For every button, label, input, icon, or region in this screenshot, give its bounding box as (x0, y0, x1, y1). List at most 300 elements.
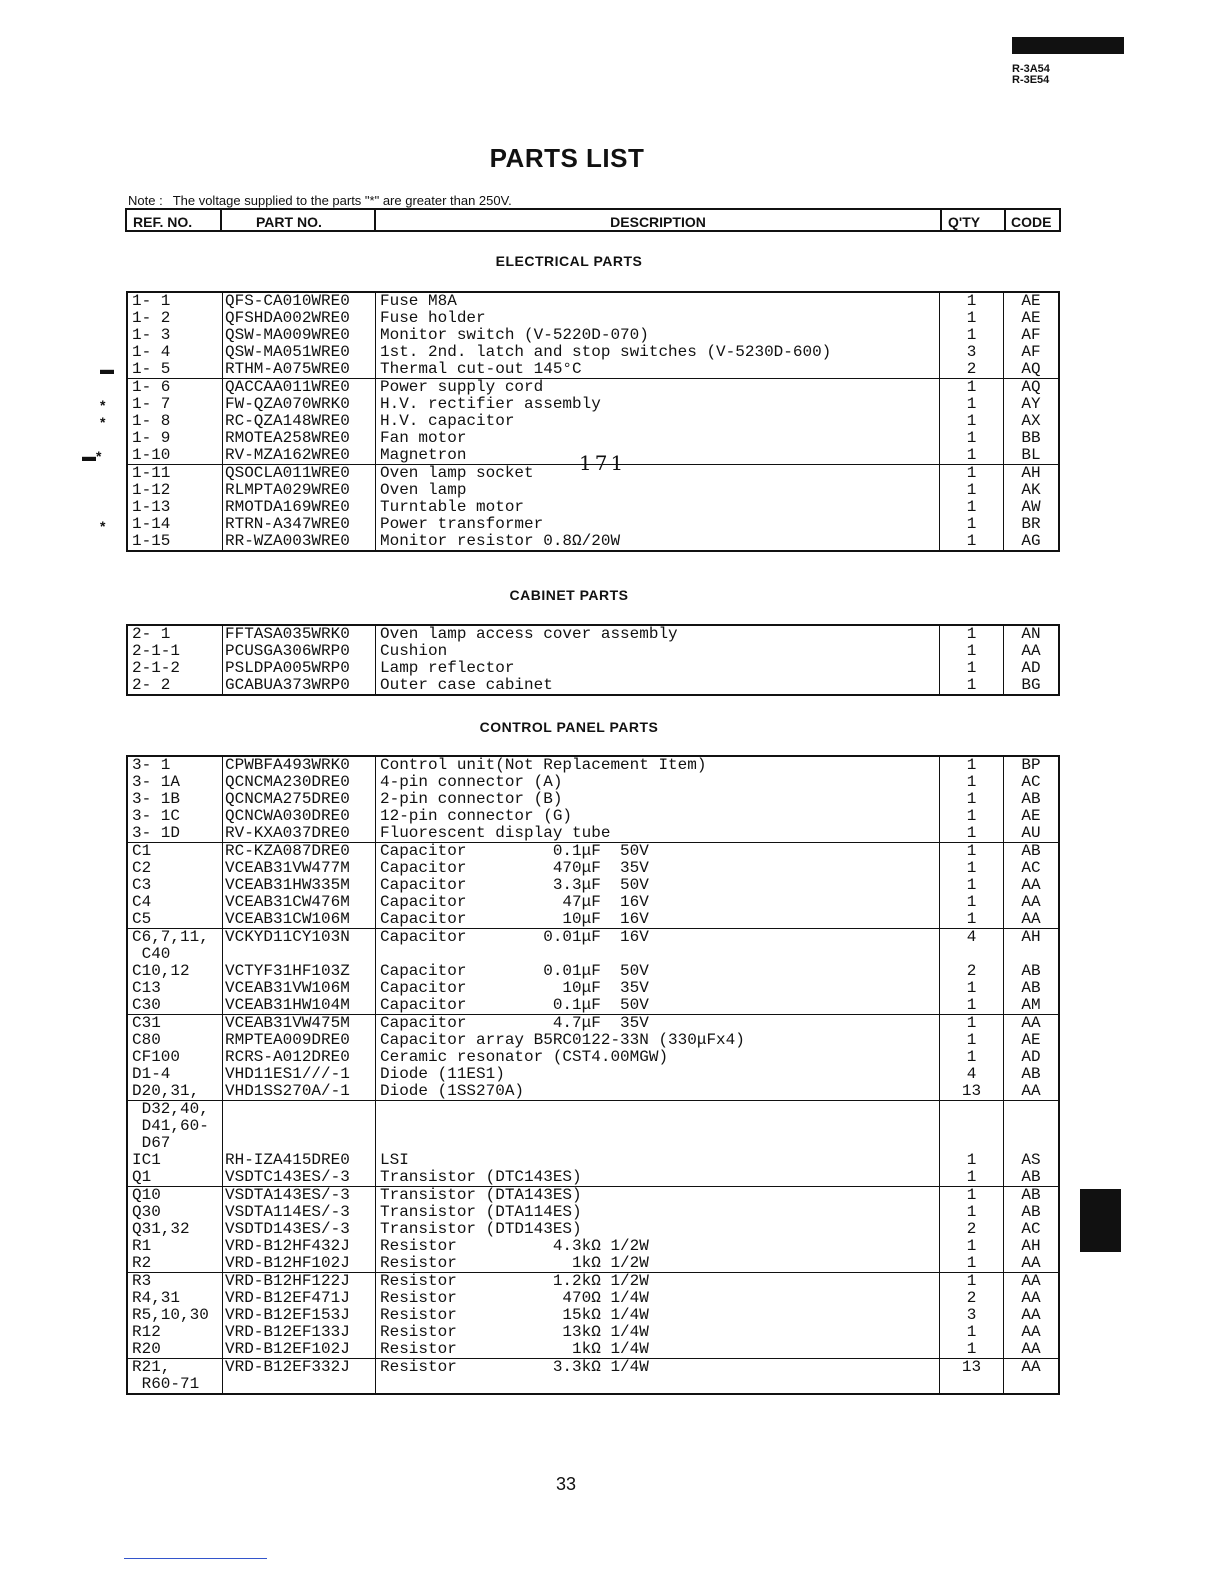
price-code-cell: BB (1021, 430, 1041, 447)
price-code-cell: AB (1021, 1187, 1041, 1204)
model-number: R-3E54 (1012, 74, 1050, 86)
table-row (128, 860, 1058, 877)
ref-cell: R21, (128, 1359, 223, 1376)
description-cell (376, 1135, 940, 1152)
table-row (128, 379, 1058, 396)
quantity-cell: 1 (940, 1204, 1004, 1221)
price-code-cell: AH (1021, 465, 1041, 482)
table-row (128, 1169, 1058, 1186)
table-row (128, 413, 1058, 430)
price-code-cell: BR (1021, 516, 1041, 533)
table-row (128, 1015, 1058, 1032)
table-row (128, 929, 1058, 946)
ref-cell: Q30 (128, 1204, 223, 1221)
part-number-cell: VSDTC143ES/-3 (223, 1169, 376, 1186)
quantity-cell: 1 (940, 791, 1004, 808)
description-cell: Control unit(Not Replacement Item) (376, 757, 940, 774)
table-row (128, 963, 1058, 980)
table-row (128, 1341, 1058, 1358)
price-code-cell: AA (1021, 1083, 1041, 1100)
high-voltage-marker: * (100, 518, 106, 534)
quantity-cell: 1 (940, 911, 1004, 928)
section-title-control-panel: CONTROL PANEL PARTS (479, 719, 659, 735)
quantity-cell: 1 (940, 980, 1004, 997)
ref-cell: 1- 5 (128, 361, 223, 378)
description-cell: Monitor resistor 0.8Ω/20W (376, 533, 940, 550)
page-number: 33 (555, 1474, 577, 1494)
description-cell: Cushion (376, 643, 940, 660)
part-number-cell: QCNCMA275DRE0 (223, 791, 376, 808)
row-group (128, 464, 1058, 550)
table-row (128, 808, 1058, 825)
description-cell: Fuse holder (376, 310, 940, 327)
description-cell: Oven lamp access cover assembly (376, 626, 940, 643)
part-number-cell: VRD-B12EF332J (223, 1359, 376, 1376)
high-voltage-marker: * (100, 397, 106, 413)
part-number-cell: VRD-B12EF133J (223, 1324, 376, 1341)
table-row (128, 1273, 1058, 1290)
quantity-cell: 1 (940, 293, 1004, 310)
row-group (128, 626, 1058, 694)
quantity-cell: 1 (940, 1238, 1004, 1255)
part-number-cell: GCABUA373WRP0 (223, 677, 376, 694)
ref-cell: R20 (128, 1341, 223, 1358)
description-cell: 2-pin connector (B) (376, 791, 940, 808)
part-number-cell: PCUSGA306WRP0 (223, 643, 376, 660)
ref-cell: 1-12 (128, 482, 223, 499)
ref-cell: 1-15 (128, 533, 223, 550)
part-number-cell: VSDTD143ES/-3 (223, 1221, 376, 1238)
ref-cell: R12 (128, 1324, 223, 1341)
part-number-cell: VRD-B12HF102J (223, 1255, 376, 1272)
price-code-cell: AA (1021, 1324, 1041, 1341)
price-code-cell: AE (1021, 1032, 1041, 1049)
description-cell: 12-pin connector (G) (376, 808, 940, 825)
quantity-cell: 4 (940, 1066, 1004, 1083)
price-code-cell: AA (1021, 911, 1041, 928)
ref-cell: D20,31, (128, 1083, 223, 1100)
description-cell: Capacitor 0.01μF 16V (376, 929, 940, 946)
description-cell: Thermal cut-out 145°C (376, 361, 940, 378)
price-code-cell: AB (1021, 963, 1041, 980)
description-cell: Capacitor 0.1μF 50V (376, 843, 940, 860)
quantity-cell: 1 (940, 774, 1004, 791)
description-cell (376, 946, 940, 963)
voltage-note (128, 193, 522, 208)
ref-cell: R2 (128, 1255, 223, 1272)
part-number-cell: VCTYF31HF103Z (223, 963, 376, 980)
quantity-cell: 1 (940, 327, 1004, 344)
row-group (128, 1186, 1058, 1272)
table-row (128, 1066, 1058, 1083)
table-row (128, 516, 1058, 533)
description-cell: Transistor (DTC143ES) (376, 1169, 940, 1186)
table-row (128, 643, 1058, 660)
ref-cell: 1-10 (128, 447, 223, 464)
ref-cell: C10,12 (128, 963, 223, 980)
description-cell: Outer case cabinet (376, 677, 940, 694)
ref-cell: CF100 (128, 1049, 223, 1066)
price-code-cell: AC (1021, 1221, 1041, 1238)
model-numbers (1012, 64, 1050, 86)
quantity-cell: 1 (940, 643, 1004, 660)
table-row (128, 430, 1058, 447)
description-cell: Oven lamp socket (376, 465, 940, 482)
price-code-cell: AA (1021, 643, 1041, 660)
ref-cell: C4 (128, 894, 223, 911)
part-number-cell: RH-IZA415DRE0 (223, 1152, 376, 1169)
table-row (128, 911, 1058, 928)
price-code-cell: AQ (1021, 379, 1041, 396)
table-row (128, 396, 1058, 413)
description-cell: Capacitor 47μF 16V (376, 894, 940, 911)
price-code-cell: AX (1021, 413, 1041, 430)
price-code-cell (1004, 1376, 1058, 1393)
part-number-cell: RLMPTA029WRE0 (223, 482, 376, 499)
price-code-cell: AY (1021, 396, 1041, 413)
table-row (128, 1324, 1058, 1341)
row-group (128, 842, 1058, 928)
quantity-cell: 1 (940, 1187, 1004, 1204)
price-code-cell: AS (1021, 1152, 1041, 1169)
table-row (128, 626, 1058, 643)
part-number-cell: VCEAB31VW477M (223, 860, 376, 877)
table-row (128, 660, 1058, 677)
table-row (128, 482, 1058, 499)
ref-cell: C5 (128, 911, 223, 928)
part-number-cell: FW-QZA070WRK0 (223, 396, 376, 413)
ref-cell: C31 (128, 1015, 223, 1032)
quantity-cell: 1 (940, 997, 1004, 1014)
description-cell: Capacitor 470μF 35V (376, 860, 940, 877)
quantity-cell: 2 (940, 963, 1004, 980)
part-number-cell: VRD-B12EF102J (223, 1341, 376, 1358)
ref-cell: Q1 (128, 1169, 223, 1186)
description-cell: Resistor 3.3kΩ 1/4W (376, 1359, 940, 1376)
part-number-cell: QCNCWA030DRE0 (223, 808, 376, 825)
part-number-cell: RV-KXA037DRE0 (223, 825, 376, 842)
table-row (128, 327, 1058, 344)
description-cell: H.V. capacitor (376, 413, 940, 430)
description-cell: Capacitor 3.3μF 50V (376, 877, 940, 894)
quantity-cell: 1 (940, 843, 1004, 860)
ref-cell: 1-14 (128, 516, 223, 533)
table-row (128, 1307, 1058, 1324)
part-number-cell: RMPTEA009DRE0 (223, 1032, 376, 1049)
electrical-parts-table (126, 291, 1060, 552)
price-code-cell: AU (1021, 825, 1041, 842)
description-cell: Resistor 470Ω 1/4W (376, 1290, 940, 1307)
price-code-cell: AB (1021, 1169, 1041, 1186)
description-cell: H.V. rectifier assembly (376, 396, 940, 413)
price-code-cell: AB (1021, 791, 1041, 808)
price-code-cell: AA (1021, 894, 1041, 911)
ref-cell: 1- 9 (128, 430, 223, 447)
price-code-cell: AG (1021, 533, 1041, 550)
quantity-cell: 1 (940, 1324, 1004, 1341)
ref-cell: 1- 7 (128, 396, 223, 413)
description-cell: Capacitor 0.1μF 50V (376, 997, 940, 1014)
table-row (128, 1049, 1058, 1066)
price-code-cell: AA (1021, 1290, 1041, 1307)
high-voltage-marker: ▬ (100, 361, 114, 377)
row-group (128, 928, 1058, 1014)
part-number-cell: VRD-B12EF153J (223, 1307, 376, 1324)
description-cell: Transistor (DTA143ES) (376, 1187, 940, 1204)
price-code-cell: AQ (1021, 361, 1041, 378)
part-number-cell: QSOCLA011WRE0 (223, 465, 376, 482)
part-number-cell: RCRS-A012DRE0 (223, 1049, 376, 1066)
quantity-cell: 1 (940, 1255, 1004, 1272)
part-number-cell: VSDTA114ES/-3 (223, 1204, 376, 1221)
ref-cell: C6,7,11, (128, 929, 223, 946)
part-number-cell: QCNCMA230DRE0 (223, 774, 376, 791)
quantity-cell: 1 (940, 516, 1004, 533)
part-number-cell (223, 1101, 376, 1118)
quantity-cell (940, 1376, 1004, 1393)
description-cell: Magnetron (376, 447, 940, 464)
price-code-cell (1004, 1118, 1058, 1135)
part-number-cell: RC-KZA087DRE0 (223, 843, 376, 860)
description-cell: Resistor 4.3kΩ 1/2W (376, 1238, 940, 1255)
quantity-cell: 1 (940, 894, 1004, 911)
part-number-cell: QACCAA011WRE0 (223, 379, 376, 396)
column-header-qty: Q'TY (940, 208, 1006, 232)
ref-cell: C30 (128, 997, 223, 1014)
column-header-description: DESCRIPTION (374, 208, 942, 232)
description-cell: Turntable motor (376, 499, 940, 516)
table-row (128, 1032, 1058, 1049)
price-code-cell: AH (1021, 1238, 1041, 1255)
description-cell: 4-pin connector (A) (376, 774, 940, 791)
price-code-cell: AA (1021, 1273, 1041, 1290)
row-group (128, 1014, 1058, 1100)
part-number-cell: VHD11ES1///-1 (223, 1066, 376, 1083)
quantity-cell: 1 (940, 808, 1004, 825)
description-cell: Resistor 1kΩ 1/2W (376, 1255, 940, 1272)
quantity-cell: 1 (940, 1152, 1004, 1169)
table-row (128, 791, 1058, 808)
table-row (128, 293, 1058, 310)
ref-cell: 1-11 (128, 465, 223, 482)
description-cell: Transistor (DTA114ES) (376, 1204, 940, 1221)
part-number-cell (223, 1118, 376, 1135)
row-group (128, 757, 1058, 842)
footer-link-line (124, 1558, 267, 1559)
ref-cell: D1-4 (128, 1066, 223, 1083)
table-row (128, 1083, 1058, 1100)
table-row (128, 757, 1058, 774)
description-cell: Capacitor 0.01μF 50V (376, 963, 940, 980)
page-title: PARTS LIST (489, 143, 645, 173)
ref-cell: 3- 1A (128, 774, 223, 791)
part-number-cell: VCKYD11CY103N (223, 929, 376, 946)
table-row (128, 1376, 1058, 1393)
part-number-cell: CPWBFA493WRK0 (223, 757, 376, 774)
table-row (128, 677, 1058, 694)
high-voltage-marker: * (100, 414, 106, 430)
price-code-cell: AK (1021, 482, 1041, 499)
price-code-cell: AB (1021, 980, 1041, 997)
part-number-cell: VCEAB31VW106M (223, 980, 376, 997)
handwritten-annotation: 171 (579, 451, 627, 475)
price-code-cell: AC (1021, 860, 1041, 877)
price-code-cell: AH (1021, 929, 1041, 946)
description-cell: Resistor 13kΩ 1/4W (376, 1324, 940, 1341)
price-code-cell: AA (1021, 1307, 1041, 1324)
part-number-cell: VCEAB31HW335M (223, 877, 376, 894)
section-tab-marker (1080, 1189, 1121, 1252)
row-group (128, 1272, 1058, 1358)
row-group (128, 1100, 1058, 1186)
price-code-cell: AE (1021, 293, 1041, 310)
quantity-cell: 1 (940, 1015, 1004, 1032)
description-cell (376, 1376, 940, 1393)
quantity-cell: 1 (940, 413, 1004, 430)
description-cell: Oven lamp (376, 482, 940, 499)
quantity-cell: 13 (940, 1083, 1004, 1100)
table-row (128, 980, 1058, 997)
quantity-cell (940, 946, 1004, 963)
ref-cell: D41,60- (128, 1118, 223, 1135)
ref-cell: R1 (128, 1238, 223, 1255)
quantity-cell: 1 (940, 860, 1004, 877)
ref-cell: Q10 (128, 1187, 223, 1204)
part-number-cell: PSLDPA005WRP0 (223, 660, 376, 677)
price-code-cell (1004, 1101, 1058, 1118)
section-title-electrical: ELECTRICAL PARTS (495, 253, 643, 269)
description-cell: Power transformer (376, 516, 940, 533)
price-code-cell (1004, 946, 1058, 963)
note-text: The voltage supplied to the parts "*" are greater than 250V. (172, 193, 512, 208)
price-code-cell: AB (1021, 1066, 1041, 1083)
description-cell: Resistor 1.2kΩ 1/2W (376, 1273, 940, 1290)
price-code-cell: AA (1021, 1341, 1041, 1358)
table-row (128, 825, 1058, 842)
description-cell: Transistor (DTD143ES) (376, 1221, 940, 1238)
section-title-cabinet: CABINET PARTS (509, 587, 629, 603)
description-cell: Ceramic resonator (CST4.00MGW) (376, 1049, 940, 1066)
ref-cell: 1- 1 (128, 293, 223, 310)
quantity-cell: 3 (940, 1307, 1004, 1324)
ref-cell: 2-1-2 (128, 660, 223, 677)
ref-cell: D67 (128, 1135, 223, 1152)
quantity-cell (940, 1101, 1004, 1118)
ref-cell: Q31,32 (128, 1221, 223, 1238)
price-code-cell: AM (1021, 997, 1041, 1014)
ref-cell: 3- 1D (128, 825, 223, 842)
table-row (128, 774, 1058, 791)
table-row (128, 1118, 1058, 1135)
part-number-cell: VCEAB31VW475M (223, 1015, 376, 1032)
price-code-cell: AF (1021, 344, 1041, 361)
table-row (128, 1359, 1058, 1376)
part-number-cell: RTRN-A347WRE0 (223, 516, 376, 533)
ref-cell: 1- 8 (128, 413, 223, 430)
row-group (128, 1358, 1058, 1393)
part-number-cell: RMOTEA258WRE0 (223, 430, 376, 447)
header-black-bar (1012, 37, 1124, 54)
part-number-cell: VRD-B12HF122J (223, 1273, 376, 1290)
quantity-cell: 1 (940, 310, 1004, 327)
quantity-cell (940, 1135, 1004, 1152)
table-row (128, 946, 1058, 963)
part-number-cell (223, 1376, 376, 1393)
price-code-cell: AA (1021, 877, 1041, 894)
description-cell: Capacitor 4.7μF 35V (376, 1015, 940, 1032)
ref-cell: C40 (128, 946, 223, 963)
part-number-cell: QSW-MA051WRE0 (223, 344, 376, 361)
table-row (128, 1255, 1058, 1272)
ref-cell: 2- 2 (128, 677, 223, 694)
ref-cell: D32,40, (128, 1101, 223, 1118)
table-row (128, 533, 1058, 550)
quantity-cell: 1 (940, 1169, 1004, 1186)
ref-cell: C2 (128, 860, 223, 877)
quantity-cell: 1 (940, 499, 1004, 516)
table-row (128, 1187, 1058, 1204)
quantity-cell: 1 (940, 533, 1004, 550)
description-cell: Resistor 15kΩ 1/4W (376, 1307, 940, 1324)
quantity-cell: 13 (940, 1359, 1004, 1376)
part-number-cell: VCEAB31CW476M (223, 894, 376, 911)
table-row (128, 997, 1058, 1014)
quantity-cell: 1 (940, 379, 1004, 396)
ref-cell: 2-1-1 (128, 643, 223, 660)
price-code-cell: BP (1021, 757, 1041, 774)
quantity-cell: 1 (940, 1341, 1004, 1358)
ref-cell: R60-71 (128, 1376, 223, 1393)
price-code-cell: AA (1021, 1015, 1041, 1032)
model-number: R-3A54 (1012, 63, 1050, 75)
description-cell: Capacitor array B5RC0122-33N (330μFx4) (376, 1032, 940, 1049)
quantity-cell: 1 (940, 430, 1004, 447)
description-cell: Power supply cord (376, 379, 940, 396)
table-row (128, 310, 1058, 327)
quantity-cell: 1 (940, 1049, 1004, 1066)
ref-cell: C80 (128, 1032, 223, 1049)
quantity-cell: 1 (940, 1273, 1004, 1290)
ref-cell: 2- 1 (128, 626, 223, 643)
table-row (128, 361, 1058, 378)
high-voltage-marker: ▬* (82, 448, 102, 464)
part-number-cell: VCEAB31HW104M (223, 997, 376, 1014)
ref-cell: C1 (128, 843, 223, 860)
table-row (128, 894, 1058, 911)
ref-cell: 1- 2 (128, 310, 223, 327)
description-cell: Lamp reflector (376, 660, 940, 677)
column-header-ref: REF. NO. (125, 208, 222, 232)
quantity-cell: 4 (940, 929, 1004, 946)
table-row (128, 1101, 1058, 1118)
cabinet-parts-table (126, 624, 1060, 696)
table-row (128, 499, 1058, 516)
quantity-cell: 2 (940, 1221, 1004, 1238)
table-row (128, 344, 1058, 361)
quantity-cell: 1 (940, 396, 1004, 413)
part-number-cell: RV-MZA162WRE0 (223, 447, 376, 464)
part-number-cell: VHD1SS270A/-1 (223, 1083, 376, 1100)
part-number-cell: RC-QZA148WRE0 (223, 413, 376, 430)
control-panel-parts-table (126, 755, 1060, 1395)
part-number-cell: QSW-MA009WRE0 (223, 327, 376, 344)
description-cell: Capacitor 10μF 35V (376, 980, 940, 997)
description-cell: Fluorescent display tube (376, 825, 940, 842)
table-row (128, 877, 1058, 894)
quantity-cell: 1 (940, 1032, 1004, 1049)
description-cell (376, 1101, 940, 1118)
part-number-cell: QFSHDA002WRE0 (223, 310, 376, 327)
